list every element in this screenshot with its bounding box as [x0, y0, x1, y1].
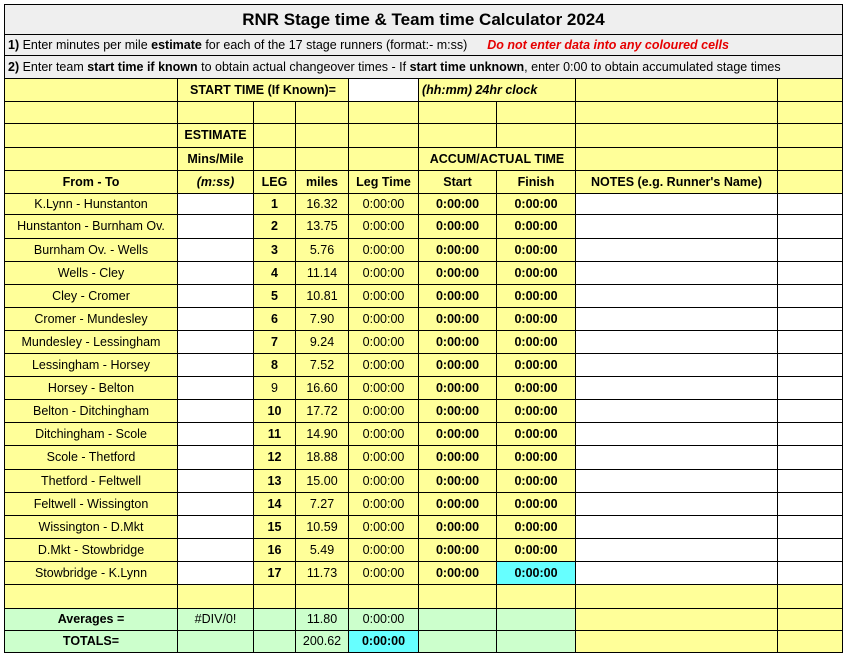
stage-leg-time: 0:00:00	[349, 194, 419, 215]
estimate-input[interactable]	[178, 354, 254, 377]
stage-route: Feltwell - Wissington	[5, 493, 178, 516]
cell	[296, 124, 349, 148]
cell	[349, 102, 419, 124]
cell	[296, 102, 349, 124]
cell	[497, 102, 576, 124]
notes-input[interactable]	[576, 539, 778, 562]
stage-finish: 0:00:00	[497, 262, 576, 285]
stage-route: Cley - Cromer	[5, 285, 178, 308]
cell	[5, 585, 178, 609]
cell	[419, 124, 497, 148]
start-time-hint: (hh:mm) 24hr clock	[419, 79, 576, 102]
stage-leg: 7	[254, 331, 296, 354]
stage-leg: 13	[254, 470, 296, 493]
stage-start: 0:00:00	[419, 239, 497, 262]
cell	[778, 585, 843, 609]
stage-leg-time: 0:00:00	[349, 446, 419, 470]
stage-leg: 3	[254, 239, 296, 262]
cell	[254, 148, 296, 171]
stage-miles: 5.49	[296, 539, 349, 562]
estimate-input[interactable]	[178, 285, 254, 308]
estimate-input[interactable]	[178, 400, 254, 423]
header-start: Start	[419, 171, 497, 194]
stage-finish: 0:00:00	[497, 470, 576, 493]
table-row	[5, 354, 843, 377]
estimate-input[interactable]	[178, 262, 254, 285]
stage-miles: 14.90	[296, 423, 349, 446]
table-row	[5, 470, 843, 493]
cell	[576, 148, 778, 171]
cell	[296, 585, 349, 609]
notes-input[interactable]	[576, 470, 778, 493]
stage-route: Belton - Ditchingham	[5, 400, 178, 423]
notes-input[interactable]	[576, 285, 778, 308]
cell	[419, 609, 497, 631]
cell	[576, 102, 778, 124]
stage-route: D.Mkt - Stowbridge	[5, 539, 178, 562]
estimate-input[interactable]	[178, 215, 254, 239]
stage-miles: 11.14	[296, 262, 349, 285]
table-row	[5, 215, 843, 239]
header-leg-time: Leg Time	[349, 171, 419, 194]
stage-start: 0:00:00	[419, 562, 497, 585]
stage-finish: 0:00:00	[497, 331, 576, 354]
notes-input[interactable]	[576, 377, 778, 400]
header-mss: (m:ss)	[178, 171, 254, 194]
stage-leg-time: 0:00:00	[349, 377, 419, 400]
cell	[419, 631, 497, 653]
stage-start: 0:00:00	[419, 493, 497, 516]
table-row	[5, 377, 843, 400]
cell	[5, 124, 178, 148]
stage-finish: 0:00:00	[497, 285, 576, 308]
stage-start: 0:00:00	[419, 331, 497, 354]
cell	[778, 215, 843, 239]
estimate-input[interactable]	[178, 423, 254, 446]
stage-leg: 1	[254, 194, 296, 215]
stage-route: Thetford - Feltwell	[5, 470, 178, 493]
stage-leg-time: 0:00:00	[349, 516, 419, 539]
table-row	[5, 423, 843, 446]
stage-finish: 0:00:00	[497, 446, 576, 470]
cell	[778, 285, 843, 308]
stage-route: Wissington - D.Mkt	[5, 516, 178, 539]
notes-input[interactable]	[576, 446, 778, 470]
cell	[778, 446, 843, 470]
cell	[778, 308, 843, 331]
notes-input[interactable]	[576, 331, 778, 354]
cell	[778, 171, 843, 194]
cell	[778, 331, 843, 354]
estimate-input[interactable]	[178, 377, 254, 400]
cell	[254, 631, 296, 653]
cell	[778, 562, 843, 585]
stage-start: 0:00:00	[419, 215, 497, 239]
instruction-line-2: 2) Enter team start time if known to obtain actual changeover times - If start time unknown, enter 0:00 to obtain accumulated stage times	[5, 56, 843, 79]
table-row	[5, 239, 843, 262]
cell	[419, 585, 497, 609]
cell	[254, 609, 296, 631]
stage-leg: 8	[254, 354, 296, 377]
table-row	[5, 194, 843, 215]
stage-finish: 0:00:00	[497, 562, 576, 585]
cell	[178, 102, 254, 124]
stage-finish: 0:00:00	[497, 354, 576, 377]
stage-leg-time: 0:00:00	[349, 331, 419, 354]
notes-input[interactable]	[576, 562, 778, 585]
estimate-input[interactable]	[178, 470, 254, 493]
stage-finish: 0:00:00	[497, 400, 576, 423]
cell	[254, 102, 296, 124]
stage-route: Cromer - Mundesley	[5, 308, 178, 331]
estimate-input[interactable]	[178, 194, 254, 215]
estimate-input[interactable]	[178, 516, 254, 539]
averages-row	[5, 609, 843, 631]
stage-leg-time: 0:00:00	[349, 562, 419, 585]
cell	[5, 79, 178, 102]
cell	[576, 609, 778, 631]
stage-leg-time: 0:00:00	[349, 239, 419, 262]
cell	[5, 102, 178, 124]
table-row	[5, 446, 843, 470]
stage-miles: 16.60	[296, 377, 349, 400]
cell	[497, 631, 576, 653]
averages-label: Averages =	[5, 609, 178, 631]
stage-miles: 16.32	[296, 194, 349, 215]
table-row	[5, 539, 843, 562]
cell	[497, 124, 576, 148]
stage-leg: 2	[254, 215, 296, 239]
warning-text: Do not enter data into any coloured cells	[487, 37, 729, 52]
stage-miles: 9.24	[296, 331, 349, 354]
estimate-input[interactable]	[178, 446, 254, 470]
cell	[576, 631, 778, 653]
notes-input[interactable]	[576, 194, 778, 215]
stage-start: 0:00:00	[419, 377, 497, 400]
instruction-line-1: 1) Enter minutes per mile estimate for each of the 17 stage runners (format:- m:ss) Do not enter data into any coloured cells	[5, 35, 843, 56]
notes-input[interactable]	[576, 215, 778, 239]
cell	[576, 79, 778, 102]
stage-route: K.Lynn - Hunstanton	[5, 194, 178, 215]
cell	[778, 79, 843, 102]
cell	[778, 493, 843, 516]
cell	[778, 239, 843, 262]
totals-leg-time: 0:00:00	[349, 631, 419, 653]
header-accum-time: ACCUM/ACTUAL TIME	[419, 148, 576, 171]
stage-finish: 0:00:00	[497, 539, 576, 562]
averages-miles: 11.80	[296, 609, 349, 631]
stage-route: Ditchingham - Scole	[5, 423, 178, 446]
stage-route: Lessingham - Horsey	[5, 354, 178, 377]
notes-input[interactable]	[576, 354, 778, 377]
estimate-input[interactable]	[178, 239, 254, 262]
cell	[419, 102, 497, 124]
stage-finish: 0:00:00	[497, 194, 576, 215]
stage-leg-time: 0:00:00	[349, 308, 419, 331]
cell	[349, 585, 419, 609]
stage-leg-time: 0:00:00	[349, 470, 419, 493]
header-leg: LEG	[254, 171, 296, 194]
stage-route: Hunstanton - Burnham Ov.	[5, 215, 178, 239]
notes-input[interactable]	[576, 308, 778, 331]
stage-finish: 0:00:00	[497, 308, 576, 331]
header-estimate: ESTIMATE	[178, 124, 254, 148]
stage-leg-time: 0:00:00	[349, 400, 419, 423]
cell	[778, 262, 843, 285]
stage-miles: 7.90	[296, 308, 349, 331]
notes-input[interactable]	[576, 400, 778, 423]
stage-miles: 10.81	[296, 285, 349, 308]
header-miles: miles	[296, 171, 349, 194]
stage-leg: 17	[254, 562, 296, 585]
stage-leg-time: 0:00:00	[349, 354, 419, 377]
cell	[296, 148, 349, 171]
cell	[778, 516, 843, 539]
table-row	[5, 262, 843, 285]
stage-leg-time: 0:00:00	[349, 262, 419, 285]
stage-leg-time: 0:00:00	[349, 423, 419, 446]
header-from-to: From - To	[5, 171, 178, 194]
cell	[778, 609, 843, 631]
totals-row	[5, 631, 843, 653]
estimate-input[interactable]	[178, 562, 254, 585]
cell	[349, 148, 419, 171]
stage-miles: 13.75	[296, 215, 349, 239]
stage-leg: 11	[254, 423, 296, 446]
averages-leg-time: 0:00:00	[349, 609, 419, 631]
estimate-input[interactable]	[178, 539, 254, 562]
stage-leg-time: 0:00:00	[349, 285, 419, 308]
stage-miles: 7.52	[296, 354, 349, 377]
cell	[497, 609, 576, 631]
totals-miles: 200.62	[296, 631, 349, 653]
stage-route: Burnham Ov. - Wells	[5, 239, 178, 262]
stage-leg: 15	[254, 516, 296, 539]
stage-finish: 0:00:00	[497, 516, 576, 539]
start-time-label: START TIME (If Known)=	[178, 79, 349, 102]
stage-leg: 14	[254, 493, 296, 516]
stage-leg: 10	[254, 400, 296, 423]
stage-start: 0:00:00	[419, 423, 497, 446]
table-row	[5, 493, 843, 516]
stage-route: Wells - Cley	[5, 262, 178, 285]
start-time-input[interactable]	[349, 79, 419, 102]
averages-estimate: #DIV/0!	[178, 609, 254, 631]
cell	[178, 585, 254, 609]
cell	[349, 124, 419, 148]
stage-start: 0:00:00	[419, 262, 497, 285]
stage-finish: 0:00:00	[497, 239, 576, 262]
stage-miles: 17.72	[296, 400, 349, 423]
stage-finish: 0:00:00	[497, 377, 576, 400]
notes-input[interactable]	[576, 262, 778, 285]
table-row	[5, 400, 843, 423]
stage-leg: 6	[254, 308, 296, 331]
estimate-input[interactable]	[178, 331, 254, 354]
cell	[778, 194, 843, 215]
stage-leg: 9	[254, 377, 296, 400]
stage-start: 0:00:00	[419, 446, 497, 470]
stage-start: 0:00:00	[419, 308, 497, 331]
spreadsheet	[4, 4, 843, 653]
stage-route: Stowbridge - K.Lynn	[5, 562, 178, 585]
cell	[778, 423, 843, 446]
notes-input[interactable]	[576, 493, 778, 516]
stage-finish: 0:00:00	[497, 423, 576, 446]
estimate-input[interactable]	[178, 493, 254, 516]
stage-start: 0:00:00	[419, 516, 497, 539]
cell	[778, 377, 843, 400]
stage-leg: 16	[254, 539, 296, 562]
cell	[576, 585, 778, 609]
stage-finish: 0:00:00	[497, 493, 576, 516]
cell	[254, 124, 296, 148]
stage-miles: 10.59	[296, 516, 349, 539]
cell	[778, 631, 843, 653]
stage-miles: 18.88	[296, 446, 349, 470]
stage-miles: 7.27	[296, 493, 349, 516]
stage-miles: 15.00	[296, 470, 349, 493]
stage-start: 0:00:00	[419, 194, 497, 215]
page-title: RNR Stage time & Team time Calculator 2024	[5, 5, 843, 35]
table-row	[5, 562, 843, 585]
header-notes: NOTES (e.g. Runner's Name)	[576, 171, 778, 194]
stage-leg: 4	[254, 262, 296, 285]
stage-start: 0:00:00	[419, 354, 497, 377]
stage-leg: 5	[254, 285, 296, 308]
table-row	[5, 331, 843, 354]
cell	[497, 585, 576, 609]
cell	[778, 124, 843, 148]
totals-label: TOTALS=	[5, 631, 178, 653]
header-finish: Finish	[497, 171, 576, 194]
stage-miles: 11.73	[296, 562, 349, 585]
stage-start: 0:00:00	[419, 470, 497, 493]
cell	[778, 354, 843, 377]
cell	[778, 102, 843, 124]
cell	[778, 539, 843, 562]
table-row	[5, 308, 843, 331]
estimate-input[interactable]	[178, 308, 254, 331]
stage-miles: 5.76	[296, 239, 349, 262]
cell	[576, 124, 778, 148]
stage-route: Mundesley - Lessingham	[5, 331, 178, 354]
stage-route: Scole - Thetford	[5, 446, 178, 470]
table-row	[5, 516, 843, 539]
cell	[5, 148, 178, 171]
stage-start: 0:00:00	[419, 285, 497, 308]
stage-leg-time: 0:00:00	[349, 215, 419, 239]
header-mins-mile: Mins/Mile	[178, 148, 254, 171]
stage-leg-time: 0:00:00	[349, 539, 419, 562]
stage-leg: 12	[254, 446, 296, 470]
table-row	[5, 285, 843, 308]
stage-start: 0:00:00	[419, 400, 497, 423]
stage-leg-time: 0:00:00	[349, 493, 419, 516]
cell	[778, 470, 843, 493]
cell	[178, 631, 254, 653]
stage-finish: 0:00:00	[497, 215, 576, 239]
cell	[778, 400, 843, 423]
cell	[778, 148, 843, 171]
notes-input[interactable]	[576, 423, 778, 446]
notes-input[interactable]	[576, 239, 778, 262]
stage-start: 0:00:00	[419, 539, 497, 562]
cell	[254, 585, 296, 609]
notes-input[interactable]	[576, 516, 778, 539]
stage-route: Horsey - Belton	[5, 377, 178, 400]
